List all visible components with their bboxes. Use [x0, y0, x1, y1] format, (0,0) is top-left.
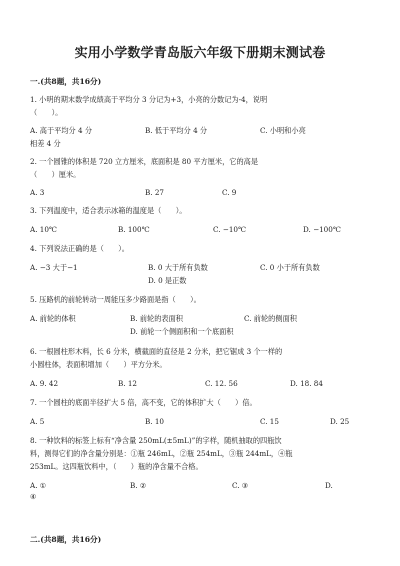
question-6-option-c: C. 12. 56 — [205, 379, 238, 388]
question-3-option-d: D. −100℃ — [303, 225, 341, 234]
question-8-option-a: A. ① — [30, 481, 47, 490]
question-1-text-line1: 1. 小明的期末数学成绩高于平均分 3 分记为+3，小亮的分数记为-4，说明 — [30, 95, 268, 104]
question-7-option-d: D. 25 — [330, 417, 350, 426]
question-7-option-c: C. 15 — [260, 417, 279, 426]
question-5-option-d: D. 前轮一个侧面积和一个底面积 — [130, 327, 234, 336]
question-2-option-a: A. 3 — [30, 188, 45, 197]
question-8-option-c: C. ③ — [232, 481, 249, 490]
question-5-text: 5. 压路机的前轮转动一周能压多少路面是指（ ）。 — [30, 295, 201, 304]
question-3-text: 3. 下列温度中，适合表示冰箱的温度是（ ）。 — [30, 206, 187, 215]
question-8-option-d-cont: ④ — [30, 492, 37, 501]
question-8-option-b: B. ② — [130, 481, 147, 490]
section-heading-2: 二.(共8题，共16分) — [30, 535, 102, 544]
question-3-option-b: B. 100℃ — [118, 225, 150, 234]
page-title: 实用小学数学青岛版六年级下册期末测试卷 — [74, 46, 326, 61]
question-4-option-a: A. −3 大于−1 — [30, 263, 78, 272]
question-5-option-b: B. 前轮的表面积 — [130, 314, 183, 323]
question-6-text-line1: 6. 一根圆柱形木料，长 6 分米，横截面的直径是 2 分米，把它锯成 3 个一样的 — [30, 347, 283, 356]
question-6-text-line2: 小圆柱体，表面积增加（ ）平方分米。 — [30, 360, 167, 369]
question-7-option-b: B. 10 — [145, 417, 164, 426]
question-7-text: 7. 一个圆柱的底面半径扩大 5 倍，高不变，它的体积扩大（ ）倍。 — [30, 398, 257, 407]
question-2-text-line1: 2. 一个圆锥的体积是 720 立方厘米，底面积是 80 平方厘米，它的高是 — [30, 157, 259, 166]
question-1-option-b: B. 低于平均分 4 分 — [145, 126, 208, 135]
question-3-option-a: A. 10℃ — [30, 225, 57, 234]
question-8-text-line3: 253mL。这四瓶饮料中，（ ）瓶的净含量不合格。 — [30, 462, 203, 471]
question-8-text-line1: 8. 一种饮料的标签上标有“净含量 250mL(±5mL)”的字样，随机抽取的四瓶饮 — [30, 436, 282, 445]
question-4-option-b: B. 0 大于所有负数 — [148, 263, 208, 272]
question-2-option-b: B. 27 — [145, 188, 164, 197]
question-1-text-line2: （ ）。 — [30, 108, 63, 117]
question-5-option-c: C. 前轮的侧面积 — [244, 314, 297, 323]
question-6-option-b: B. 12 — [118, 379, 137, 388]
question-8-option-d: D. — [325, 481, 333, 490]
question-8-text-line2: 料，测得它们的净含量分别是：①瓶 246mL，②瓶 254mL，③瓶 244mL，④瓶 — [30, 449, 293, 458]
question-7-option-a: A. 5 — [30, 417, 45, 426]
question-4-option-d: D. 0 是正数 — [148, 276, 187, 285]
question-6-option-a: A. 9. 42 — [30, 379, 59, 388]
question-1-option-a: A. 高于平均分 4 分 — [30, 126, 93, 135]
question-5-option-a: A. 前轮的体积 — [30, 314, 76, 323]
question-4-text: 4. 下列说法正确的是（ ）。 — [30, 244, 129, 253]
question-1-option-c: C. 小明和小亮 — [260, 126, 306, 135]
question-4-option-c: C. 0 小于所有负数 — [260, 263, 320, 272]
question-2-option-c: C. 9 — [222, 188, 237, 197]
section-heading-1: 一.(共8题，共16分) — [30, 77, 102, 86]
question-3-option-c: C. −10℃ — [213, 225, 247, 234]
question-1-option-c-cont: 相差 4 分 — [30, 139, 61, 148]
question-6-option-d: D. 18. 84 — [290, 379, 323, 388]
question-2-text-line2: （ ）厘米。 — [30, 170, 81, 179]
